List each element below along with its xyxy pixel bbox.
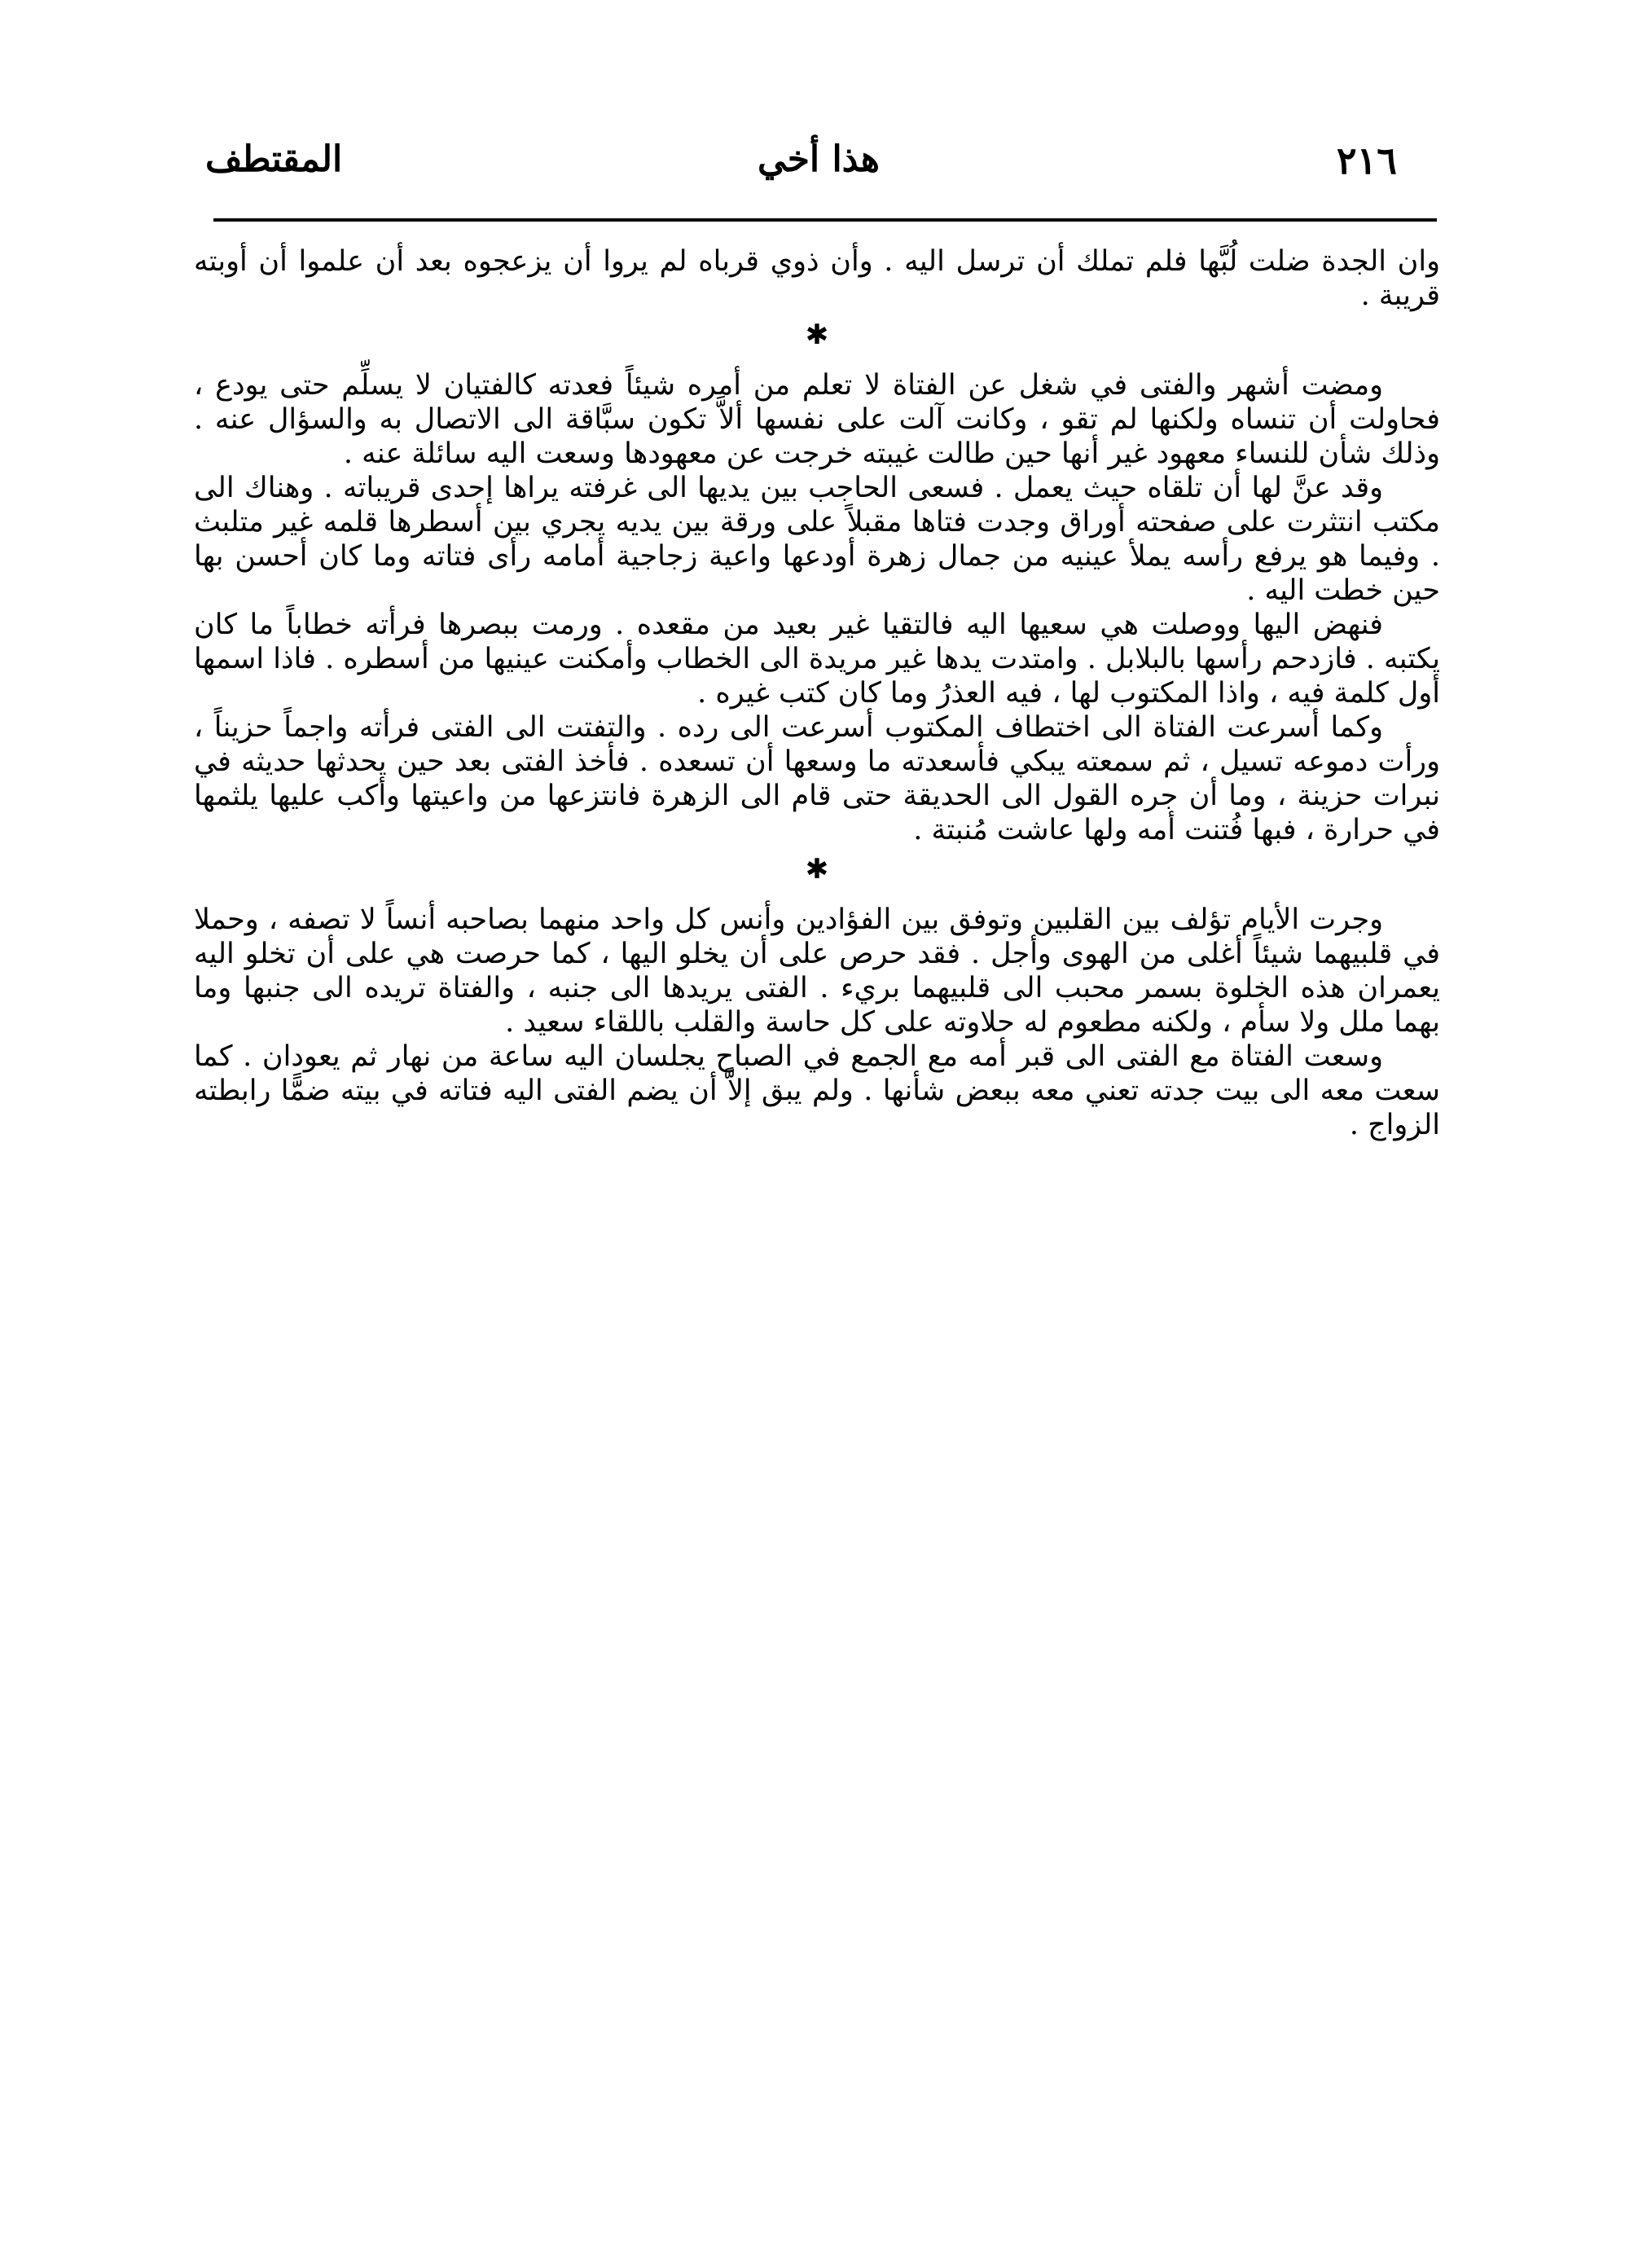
paragraph-1: وان الجدة ضلت لُبَّها فلم تملك أن ترسل اليه . وأن ذوي قرباه لم يروا أن يزعجوه بعد أن علموا أن أوبته قريبة .	[194, 245, 1440, 312]
star-separator-icon: ✱	[805, 853, 829, 886]
article-title: هذا أخي	[758, 138, 880, 180]
paragraph-5: وكما أسرعت الفتاة الى اختطاف المكتوب أسرعت الى رده . والتفتت الى الفتى فرأته واجماً حزيناً ، ورأت دموعه تسيل ، ثم سمعته يبكي فأسعدته ما وسعها أن تسعده . فأخذ الفتى بعد حين يحدثها حديثه في نبرات حزينة ، وما أن جره القول الى الحديقة حتى قام الى الزهرة فانتزعها من واعيتها وأكب عليها يلثمها في حرارة ، فبها فُتنت أمه ولها عاشت مُنبتة .	[194, 711, 1440, 846]
paragraph-3: وقد عنَّ لها أن تلقاه حيث يعمل . فسعى الحاجب بين يديها الى غرفته يراها إحدى قريباته . وهناك الى مكتب انتثرت على صفحته أوراق وجدت فتاها مقبلاً على ورقة بين يديه يجري بين أسطرها قلمه غير متلبث . وفيما هو يرفع رأسه يملأ عينيه من جمال زهرة أودعها واعية زجاجية أمامه رأى فتاته وما كان أحسن بها حين خطت اليه .	[194, 472, 1440, 607]
paragraph-2: ومضت أشهر والفتى في شغل عن الفتاة لا تعلم من أمره شيئاً فعدته كالفتيان لا يسلِّم حتى يودع ، فحاولت أن تنساه ولكنها لم تقو ، وكانت آلت على نفسها ألاَّ تكون سبَّاقة الى الاتصال به والسؤال عنه . وذلك شأن للنساء معهود غير أنها حين طالت غيبته خرجت عن معهودها وسعت اليه سائلة عنه .	[194, 369, 1440, 470]
page-header	[195, 130, 1442, 204]
section-separator-2	[194, 853, 1440, 886]
paragraph-4: فنهض اليها ووصلت هي سعيها اليه فالتقيا غير بعيد من مقعده . ورمت ببصرها فرأته خطاباً ما كان يكتبه . فازدحم رأسها بالبلابل . وامتدت يدها غير مريدة الى الخطاب وأمكنت عينيها من أسطره . فاذا اسمها أول كلمة فيه ، واذا المكتوب لها ، فيه العذرُ وما كان كتب غيره .	[194, 609, 1440, 710]
journal-name: المقتطف	[205, 138, 343, 180]
page-number: ٢١٦	[1336, 138, 1397, 182]
star-separator-icon: ✱	[805, 319, 829, 351]
header-rule	[213, 218, 1437, 222]
section-separator-1	[194, 321, 1440, 349]
paragraph-6: وجرت الأيام تؤلف بين القلبين وتوفق بين الفؤادين وأنس كل واحد منهما بصاحبه أنساً لا تصفه ، وحملا في قلبيهما شيئاً أغلى من الهوى وأجل . فقد حرص على أن يخلو اليها ، كما حرصت هي على أن تخلو اليه يعمران هذه الخلوة بسمر محبب الى قلبيهما بريء . الفتى يريدها الى جنبه ، والفتاة تريده الى جنبها وما بهما ملل ولا سأم ، ولكنه مطعوم له حلاوته على كل حاسة والقلب باللقاء سعيد .	[194, 903, 1440, 1039]
article-body	[194, 244, 1440, 1142]
paragraph-7: وسعت الفتاة مع الفتى الى قبر أمه مع الجمع في الصباح يجلسان اليه ساعة من نهار ثم يعودان . كما سعت معه الى بيت جدته تعني معه ببعض شأنها . ولم يبق إلاَّ أن يضم الفتى اليه فتاته في بيته ضمًّا رابطته الزواج .	[194, 1040, 1440, 1141]
